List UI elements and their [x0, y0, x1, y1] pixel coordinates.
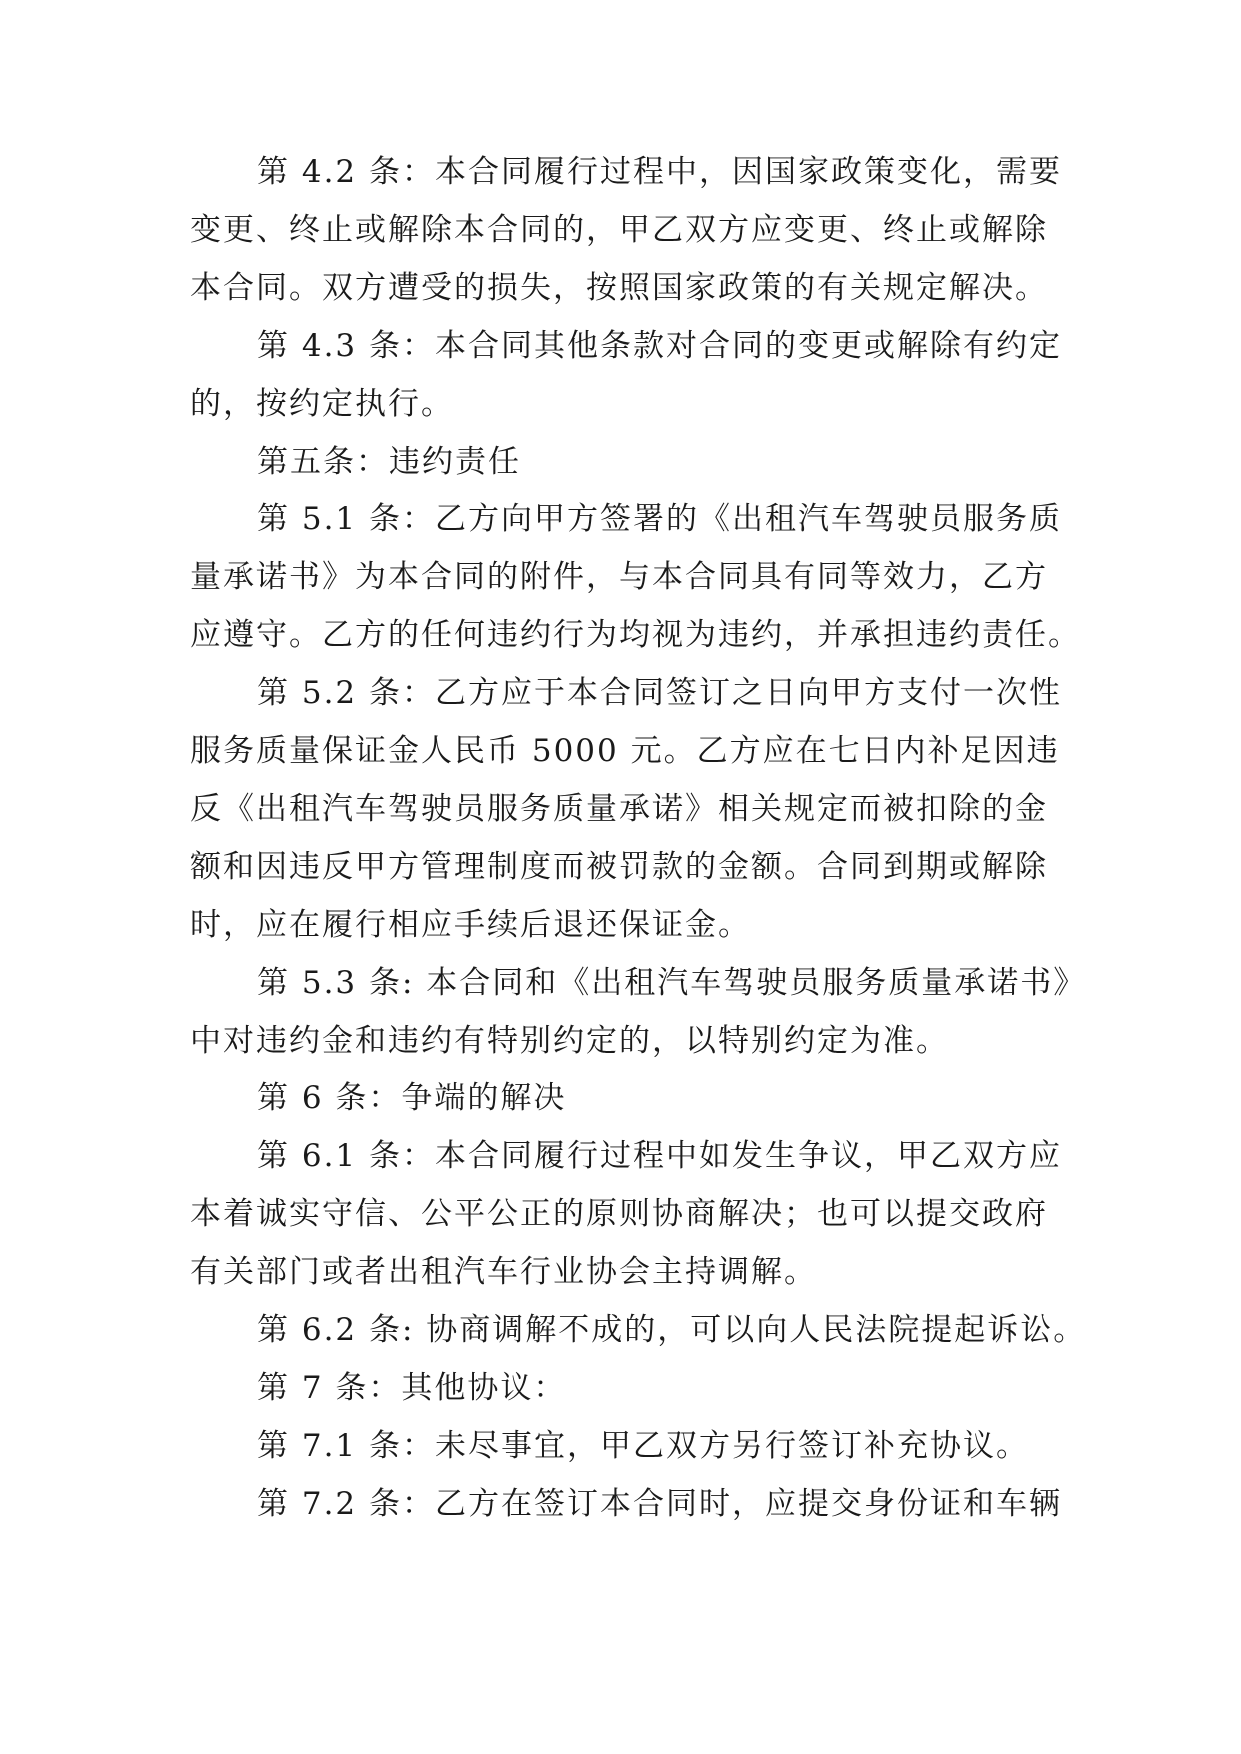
paragraph-first-line: 第五条：违约责任 — [257, 443, 521, 480]
paragraph-line: 反《出租汽车驾驶员服务质量承诺》相关规定而被扣除的金 — [190, 790, 1048, 827]
paragraph-first-line: 第 5.2 条：乙方应于本合同签订之日向甲方支付一次性 — [257, 675, 1063, 712]
paragraph-first-line: 第 4.3 条：本合同其他条款对合同的变更或解除有约定 — [257, 327, 1063, 364]
paragraph-line: 额和因违反甲方管理制度而被罚款的金额。合同到期或解除 — [190, 848, 1048, 885]
paragraph-line: 量承诺书》为本合同的附件，与本合同具有同等效力，乙方 — [190, 559, 1048, 596]
paragraph-first-line: 第 7 条：其他协议： — [257, 1369, 567, 1406]
paragraph-line: 的，按约定执行。 — [190, 385, 454, 422]
paragraph-first-line: 第 6 条：争端的解决 — [257, 1080, 567, 1117]
paragraph-line: 中对违约金和违约有特别约定的，以特别约定为准。 — [190, 1022, 949, 1059]
paragraph-first-line: 第 6.2 条: 协商调解不成的，可以向人民法院提起诉讼。 — [257, 1312, 1087, 1348]
paragraph-line: 本合同。双方遭受的损失，按照国家政策的有关规定解决。 — [190, 269, 1048, 306]
paragraph-first-line: 第 4.2 条：本合同履行过程中，因国家政策变化，需要 — [257, 154, 1063, 190]
paragraph-first-line: 第 7.1 条：未尽事宜，甲乙双方另行签订补充协议。 — [257, 1427, 1030, 1464]
paragraph-line: 有关部门或者出租汽车行业协会主持调解。 — [190, 1254, 817, 1291]
paragraph-line: 应遵守。乙方的任何违约行为均视为违约，并承担违约责任。 — [190, 617, 1081, 654]
paragraph-first-line: 第 6.1 条：本合同履行过程中如发生争议，甲乙双方应 — [257, 1138, 1063, 1175]
paragraph-first-line: 第 7.2 条：乙方在签订本合同时，应提交身份证和车辆 — [257, 1485, 1063, 1522]
paragraph-line: 服务质量保证金人民币 5000 元。乙方应在七日内补足因违 — [190, 733, 1060, 769]
paragraph-line: 时，应在履行相应手续后退还保证金。 — [190, 906, 751, 943]
paragraph-first-line: 第 5.1 条：乙方向甲方签署的《出租汽车驾驶员服务质 — [257, 501, 1063, 538]
paragraph-line: 本着诚实守信、公平公正的原则协商解决；也可以提交政府 — [190, 1196, 1048, 1233]
paragraph-line: 变更、终止或解除本合同的，甲乙双方应变更、终止或解除 — [190, 211, 1048, 248]
paragraph-first-line: 第 5.3 条: 本合同和《出租汽车驾驶员服务质量承诺书》 — [257, 964, 1087, 1001]
